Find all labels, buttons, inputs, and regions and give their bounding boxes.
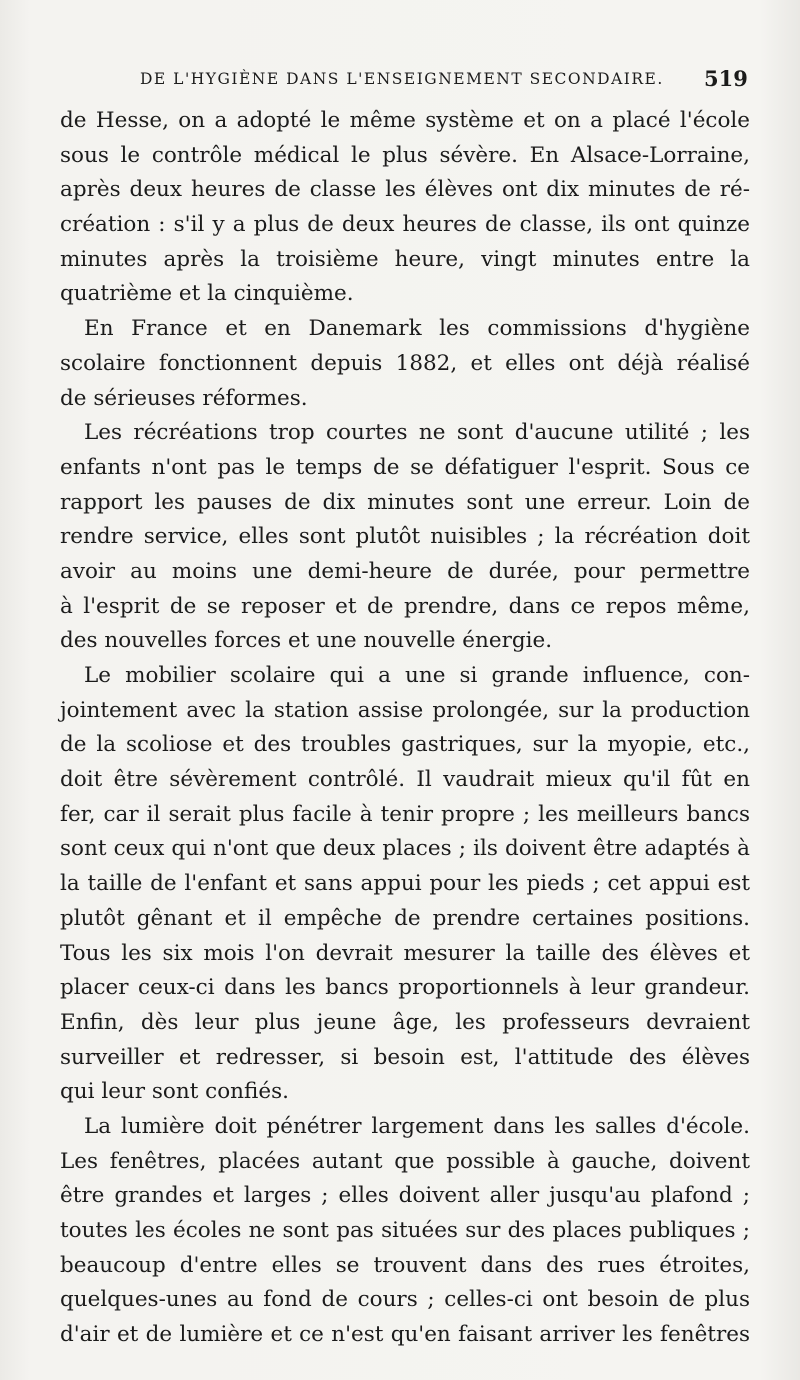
text-line: scolaire fonctionnent depuis 1882, et elles ont déjà réalisé	[60, 350, 750, 376]
text-line: jointement avec la station assise prolongée, sur la production	[60, 697, 750, 723]
text-line: rendre service, elles sont plutôt nuisibles ; la récréation doit	[60, 524, 750, 550]
text-line: enfants n'ont pas le temps de se défatiguer l'esprit. Sous ce	[60, 454, 750, 480]
text-line: avoir au moins une demi-heure de durée, pour permettre	[60, 558, 750, 584]
running-header: DE L'HYGIÈNE DANS L'ENSEIGNEMENT SECONDAIRE.	[140, 70, 664, 88]
text-line: des nouvelles forces et une nouvelle énergie.	[60, 628, 553, 654]
text-line: beaucoup d'entre elles se trouvent dans des rues étroites,	[60, 1252, 750, 1278]
text-line: quatrième et la cinquième.	[60, 281, 354, 307]
text-line: Le mobilier scolaire qui a une si grande influence, con-	[84, 663, 750, 688]
text-line: qui leur sont confiés.	[60, 1079, 289, 1105]
text-line: après deux heures de classe les élèves ont dix minutes de ré-	[60, 177, 750, 203]
text-line: toutes les écoles ne sont pas situées sur des places publiques ;	[60, 1218, 750, 1243]
text-line: de la scoliose et des troubles gastriques, sur la myopie, etc.,	[60, 732, 750, 758]
text-line: En France et en Danemark les commissions d'hygiène	[84, 316, 750, 342]
text-line: La lumière doit pénétrer largement dans les salles d'école.	[84, 1113, 750, 1139]
text-line: surveiller et redresser, si besoin est, l'attitude des élèves	[60, 1044, 750, 1070]
text-line: sous le contrôle médical le plus sévère. En Alsace-Lorraine,	[60, 142, 750, 168]
text-line: minutes après la troisième heure, vingt minutes entre la	[60, 246, 750, 272]
text-line: Les fenêtres, placées autant que possible à gauche, doivent	[60, 1148, 750, 1174]
text-line: Tous les six mois l'on devrait mesurer la taille des élèves et	[60, 940, 750, 966]
page-number: 519	[704, 66, 748, 91]
text-line: fer, car il serait plus facile à tenir propre ; les meilleurs bancs	[60, 801, 750, 827]
text-line: plutôt gênant et il empêche de prendre certaines positions.	[60, 905, 750, 931]
text-line: de Hesse, on a adopté le même système et on a placé l'école	[60, 108, 750, 133]
text-line: être grandes et larges ; elles doivent aller jusqu'au plafond ;	[60, 1183, 750, 1209]
text-line: Enfin, dès leur plus jeune âge, les professeurs devraient	[60, 1009, 750, 1035]
text-line: création : s'il y a plus de deux heures de classe, ils ont quinze	[60, 212, 750, 238]
text-line: de sérieuses réformes.	[60, 385, 308, 411]
text-line: d'air et de lumière et ce n'est qu'en faisant arriver les fenêtres	[60, 1322, 750, 1348]
text-line: rapport les pauses de dix minutes sont une erreur. Loin de	[60, 489, 750, 515]
text-line: quelques-unes au fond de cours ; celles-ci ont besoin de plus	[60, 1287, 750, 1313]
text-line: doit être sévèrement contrôlé. Il vaudrait mieux qu'il fût en	[60, 767, 750, 793]
body-text	[60, 104, 750, 1353]
text-line: la taille de l'enfant et sans appui pour les pieds ; cet appui est	[60, 871, 750, 897]
text-line: à l'esprit de se reposer et de prendre, dans ce repos même,	[60, 593, 750, 619]
text-line: Les récréations trop courtes ne sont d'aucune utilité ; les	[84, 420, 750, 446]
text-line: sont ceux qui n'ont que deux places ; ils doivent être adaptés à	[60, 836, 750, 862]
text-line: placer ceux-ci dans les bancs proportionnels à leur grandeur.	[60, 975, 750, 1001]
